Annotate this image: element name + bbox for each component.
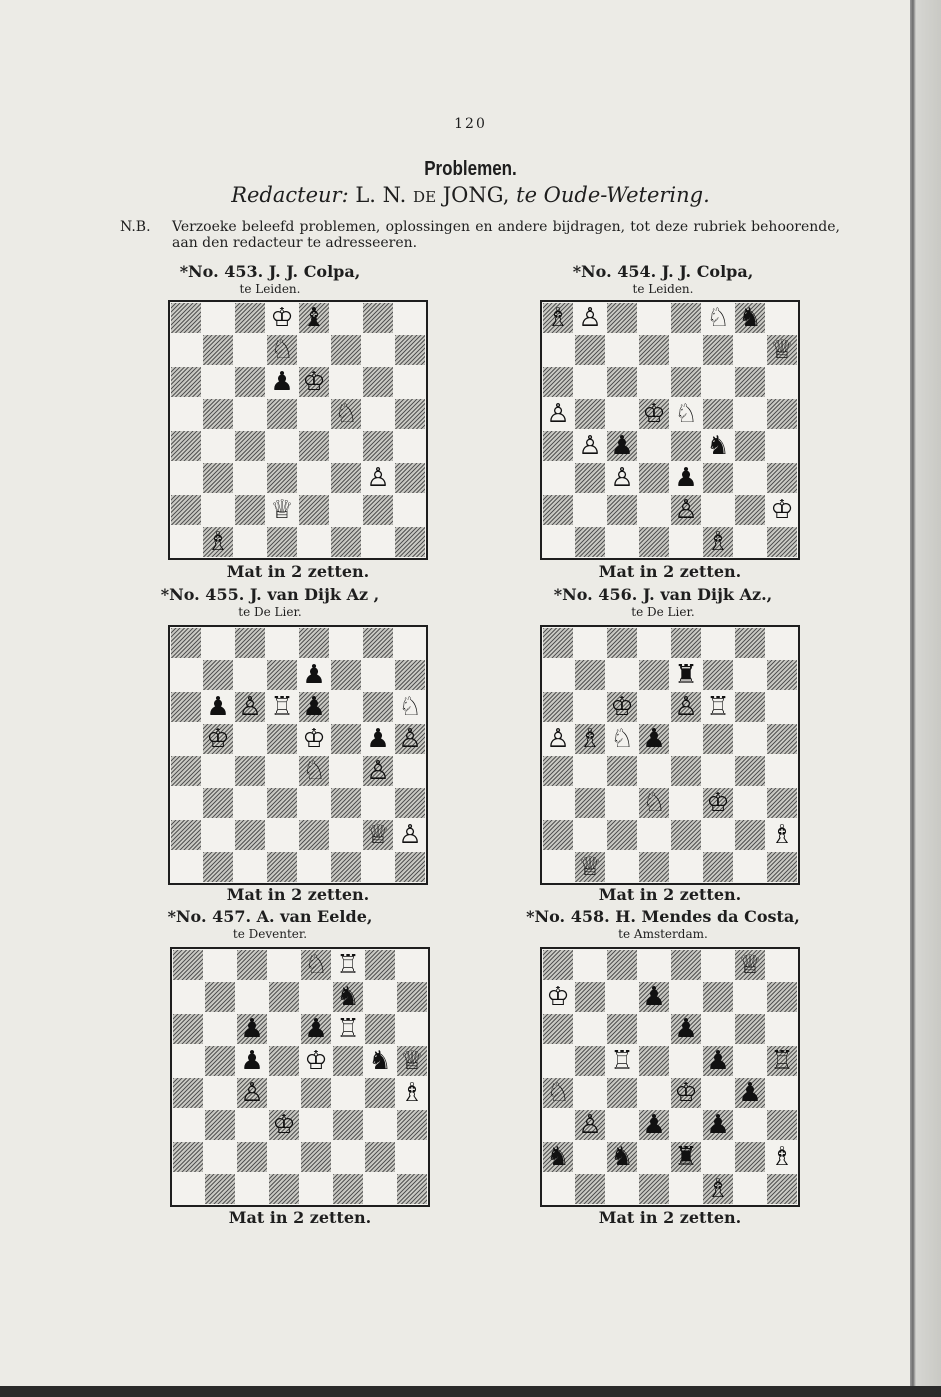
dark-square	[607, 756, 637, 786]
white-bishop-icon: ♗	[770, 1142, 794, 1172]
dark-square	[671, 303, 701, 333]
white-knight-icon: ♘	[302, 756, 326, 786]
black-pawn-icon: ♟	[738, 1078, 762, 1108]
dark-square	[205, 982, 235, 1012]
black-pawn-icon: ♟	[706, 1110, 730, 1140]
dark-square	[671, 628, 701, 658]
white-king-icon: ♔	[770, 495, 794, 525]
white-pawn-icon: ♙	[610, 463, 634, 493]
white-pawn-icon: ♙	[546, 399, 570, 429]
editor-line	[0, 183, 941, 207]
dark-square	[735, 495, 765, 525]
dark-square	[173, 1014, 203, 1044]
dark-square	[543, 1014, 573, 1044]
dark-square	[543, 628, 573, 658]
dark-square	[267, 724, 297, 754]
black-knight-icon: ♞	[336, 982, 360, 1012]
dark-square	[543, 950, 573, 980]
dark-square	[607, 1078, 637, 1108]
dark-square	[735, 756, 765, 786]
dark-square	[607, 950, 637, 980]
white-king-icon: ♔	[706, 788, 730, 818]
black-knight-icon: ♞	[610, 1142, 634, 1172]
dark-square	[639, 852, 669, 882]
dark-square	[767, 1110, 797, 1140]
dark-square	[267, 527, 297, 557]
dark-square	[235, 628, 265, 658]
black-pawn-icon: ♟	[610, 431, 634, 461]
dark-square	[269, 1174, 299, 1204]
dark-square	[331, 724, 361, 754]
editor-de: de	[413, 183, 437, 207]
white-knight-icon: ♘	[270, 335, 294, 365]
dark-square	[203, 852, 233, 882]
problem-caption: Mat in 2 zetten.	[228, 1208, 372, 1227]
white-pawn-icon: ♙	[578, 431, 602, 461]
white-rook-icon: ♖	[770, 1046, 794, 1076]
dark-square	[767, 463, 797, 493]
white-king-icon: ♔	[610, 692, 634, 722]
dark-square	[767, 399, 797, 429]
dark-square	[205, 1110, 235, 1140]
white-knight-icon: ♘	[610, 724, 634, 754]
white-queen-icon: ♕	[578, 852, 602, 882]
white-knight-icon: ♘	[674, 399, 698, 429]
dark-square	[767, 788, 797, 818]
black-pawn-icon: ♟	[304, 1014, 328, 1044]
dark-square	[235, 756, 265, 786]
dark-square	[237, 950, 267, 980]
white-king-icon: ♔	[674, 1078, 698, 1108]
dark-square	[171, 367, 201, 397]
black-bishop-icon: ♝	[302, 303, 326, 333]
white-king-icon: ♔	[206, 724, 230, 754]
white-pawn-icon: ♙	[578, 1110, 602, 1140]
problem-place: te Leiden.	[239, 282, 301, 296]
dark-square	[331, 660, 361, 690]
dark-square	[331, 527, 361, 557]
dark-square	[395, 335, 425, 365]
white-pawn-icon: ♙	[398, 820, 422, 850]
dark-square	[575, 463, 605, 493]
dark-square	[607, 1014, 637, 1044]
dark-square	[575, 399, 605, 429]
scan-bottom-border	[0, 1386, 941, 1397]
dark-square	[543, 367, 573, 397]
white-rook-icon: ♖	[336, 950, 360, 980]
dark-square	[365, 1078, 395, 1108]
dark-square	[363, 303, 393, 333]
dark-square	[607, 303, 637, 333]
problem-heading-453	[100, 262, 440, 296]
black-pawn-icon: ♟	[674, 463, 698, 493]
dark-square	[397, 1174, 427, 1204]
black-pawn-icon: ♟	[706, 1046, 730, 1076]
dark-square	[395, 788, 425, 818]
white-rook-icon: ♖	[270, 692, 294, 722]
white-king-icon: ♔	[270, 303, 294, 333]
white-pawn-icon: ♙	[674, 692, 698, 722]
white-pawn-icon: ♙	[238, 692, 262, 722]
dark-square	[735, 692, 765, 722]
black-pawn-icon: ♟	[642, 1110, 666, 1140]
dark-square	[301, 1078, 331, 1108]
problem-place: te De Lier.	[238, 605, 302, 619]
dark-square	[543, 495, 573, 525]
chess-board-454	[540, 300, 800, 560]
white-king-icon: ♔	[304, 1046, 328, 1076]
black-pawn-icon: ♟	[270, 367, 294, 397]
dark-square	[267, 852, 297, 882]
white-knight-icon: ♘	[706, 303, 730, 333]
dark-square	[173, 1142, 203, 1172]
dark-square	[299, 431, 329, 461]
white-bishop-icon: ♗	[578, 724, 602, 754]
black-pawn-icon: ♟	[674, 1014, 698, 1044]
chess-board-456	[540, 625, 800, 885]
dark-square	[735, 820, 765, 850]
note-label: N.B.	[120, 219, 151, 235]
black-pawn-icon: ♟	[642, 982, 666, 1012]
dark-square	[735, 367, 765, 397]
white-bishop-icon: ♗	[706, 1174, 730, 1204]
dark-square	[543, 431, 573, 461]
problem-title: *No. 458. H. Mendes da Costa,	[526, 907, 800, 926]
chess-board-457	[170, 947, 430, 1207]
dark-square	[299, 628, 329, 658]
problem-place: te Deventer.	[232, 927, 308, 941]
white-queen-icon: ♕	[738, 950, 762, 980]
dark-square	[171, 495, 201, 525]
editor-location: te Oude-Wetering.	[516, 183, 710, 207]
dark-square	[575, 335, 605, 365]
dark-square	[767, 1174, 797, 1204]
problem-place: te De Lier.	[631, 605, 695, 619]
white-king-icon: ♔	[642, 399, 666, 429]
white-pawn-icon: ♙	[578, 303, 602, 333]
white-pawn-icon: ♙	[674, 495, 698, 525]
dark-square	[671, 756, 701, 786]
white-pawn-icon: ♙	[546, 724, 570, 754]
dark-square	[767, 724, 797, 754]
dark-square	[203, 463, 233, 493]
chess-board-453	[168, 300, 428, 560]
black-knight-icon: ♞	[546, 1142, 570, 1172]
dark-square	[203, 399, 233, 429]
dark-square	[331, 463, 361, 493]
dark-square	[363, 431, 393, 461]
dark-square	[171, 628, 201, 658]
dark-square	[365, 1142, 395, 1172]
dark-square	[767, 660, 797, 690]
dark-square	[363, 628, 393, 658]
dark-square	[575, 1046, 605, 1076]
dark-square	[735, 1142, 765, 1172]
dark-square	[205, 1046, 235, 1076]
white-pawn-icon: ♙	[366, 463, 390, 493]
dark-square	[333, 1046, 363, 1076]
white-bishop-icon: ♗	[770, 820, 794, 850]
dark-square	[607, 820, 637, 850]
white-king-icon: ♔	[302, 367, 326, 397]
dark-square	[639, 660, 669, 690]
problem-caption: Mat in 2 zetten.	[226, 885, 370, 904]
dark-square	[575, 527, 605, 557]
dark-square	[171, 820, 201, 850]
dark-square	[607, 367, 637, 397]
black-knight-icon: ♞	[706, 431, 730, 461]
problem-heading-455	[100, 585, 440, 619]
dark-square	[703, 335, 733, 365]
white-knight-icon: ♘	[546, 1078, 570, 1108]
problem-caption: Mat in 2 zetten.	[598, 1208, 742, 1227]
black-pawn-icon: ♟	[642, 724, 666, 754]
dark-square	[671, 367, 701, 397]
dark-square	[671, 950, 701, 980]
dark-square	[703, 724, 733, 754]
problem-caption: Mat in 2 zetten.	[598, 885, 742, 904]
problem-heading-454	[493, 262, 833, 296]
section-title: Problemen.	[424, 158, 517, 180]
black-rook-icon: ♜	[674, 660, 698, 690]
white-knight-icon: ♘	[334, 399, 358, 429]
dark-square	[671, 820, 701, 850]
problem-heading-457	[100, 907, 440, 941]
dark-square	[269, 982, 299, 1012]
dark-square	[363, 692, 393, 722]
dark-square	[395, 399, 425, 429]
black-pawn-icon: ♟	[302, 660, 326, 690]
editor-initials: L. N.	[355, 183, 407, 207]
black-pawn-icon: ♟	[240, 1046, 264, 1076]
problem-title: *No. 456. J. van Dijk Az.,	[553, 585, 773, 604]
problem-title: *No. 454. J. J. Colpa,	[572, 262, 754, 281]
white-king-icon: ♔	[272, 1110, 296, 1140]
black-pawn-icon: ♟	[206, 692, 230, 722]
black-rook-icon: ♜	[674, 1142, 698, 1172]
dark-square	[639, 463, 669, 493]
problem-place: te Leiden.	[632, 282, 694, 296]
dark-square	[575, 982, 605, 1012]
dark-square	[703, 660, 733, 690]
white-knight-icon: ♘	[642, 788, 666, 818]
white-rook-icon: ♖	[336, 1014, 360, 1044]
dark-square	[237, 1142, 267, 1172]
dark-square	[301, 1142, 331, 1172]
dark-square	[267, 399, 297, 429]
dark-square	[365, 950, 395, 980]
dark-square	[395, 463, 425, 493]
problem-caption: Mat in 2 zetten.	[226, 562, 370, 581]
dark-square	[267, 660, 297, 690]
dark-square	[267, 463, 297, 493]
dark-square	[363, 495, 393, 525]
problem-title: *No. 457. A. van Eelde,	[167, 907, 373, 926]
dark-square	[607, 628, 637, 658]
dark-square	[363, 367, 393, 397]
dark-square	[331, 788, 361, 818]
white-pawn-icon: ♙	[398, 724, 422, 754]
note-text: Verzoeke beleefd problemen, oplossingen en andere bijdragen, tot deze rubriek behoorende, aan den redacteur te adresseeren.	[172, 219, 840, 251]
dark-square	[235, 367, 265, 397]
dark-square	[397, 1110, 427, 1140]
dark-square	[767, 852, 797, 882]
white-knight-icon: ♘	[304, 950, 328, 980]
page-edge	[910, 0, 941, 1397]
dark-square	[235, 820, 265, 850]
dark-square	[703, 399, 733, 429]
dark-square	[171, 692, 201, 722]
dark-square	[767, 982, 797, 1012]
dark-square	[171, 303, 201, 333]
white-queen-icon: ♕	[366, 820, 390, 850]
black-pawn-icon: ♟	[240, 1014, 264, 1044]
dark-square	[333, 1110, 363, 1140]
dark-square	[575, 788, 605, 818]
page-number: 120	[454, 116, 487, 132]
dark-square	[395, 852, 425, 882]
dark-square	[767, 527, 797, 557]
black-knight-icon: ♞	[368, 1046, 392, 1076]
white-rook-icon: ♖	[610, 1046, 634, 1076]
white-bishop-icon: ♗	[546, 303, 570, 333]
dark-square	[203, 660, 233, 690]
white-pawn-icon: ♙	[240, 1078, 264, 1108]
dark-square	[671, 431, 701, 461]
dark-square	[173, 950, 203, 980]
problem-heading-458	[493, 907, 833, 941]
white-king-icon: ♔	[302, 724, 326, 754]
dark-square	[235, 495, 265, 525]
dark-square	[331, 335, 361, 365]
dark-square	[543, 692, 573, 722]
white-pawn-icon: ♙	[366, 756, 390, 786]
editor-prefix: Redacteur:	[231, 183, 349, 207]
dark-square	[735, 431, 765, 461]
white-queen-icon: ♕	[770, 335, 794, 365]
white-bishop-icon: ♗	[400, 1078, 424, 1108]
dark-square	[543, 756, 573, 786]
white-queen-icon: ♕	[270, 495, 294, 525]
problem-title: *No. 453. J. J. Colpa,	[179, 262, 361, 281]
dark-square	[639, 527, 669, 557]
dark-square	[171, 431, 201, 461]
dark-square	[299, 495, 329, 525]
dark-square	[173, 1078, 203, 1108]
dark-square	[397, 982, 427, 1012]
white-bishop-icon: ♗	[706, 527, 730, 557]
dark-square	[575, 660, 605, 690]
dark-square	[607, 495, 637, 525]
dark-square	[235, 431, 265, 461]
dark-square	[639, 1174, 669, 1204]
dark-square	[735, 628, 765, 658]
dark-square	[171, 756, 201, 786]
problem-place: te Amsterdam.	[618, 927, 708, 941]
dark-square	[575, 1174, 605, 1204]
dark-square	[205, 1174, 235, 1204]
dark-square	[267, 788, 297, 818]
problem-caption: Mat in 2 zetten.	[598, 562, 742, 581]
dark-square	[299, 820, 329, 850]
chess-board-455	[168, 625, 428, 885]
chess-board-458	[540, 947, 800, 1207]
black-pawn-icon: ♟	[366, 724, 390, 754]
dark-square	[269, 1046, 299, 1076]
dark-square	[703, 982, 733, 1012]
dark-square	[235, 303, 265, 333]
problem-heading-456	[493, 585, 833, 619]
problem-title: *No. 455. J. van Dijk Az ,	[160, 585, 380, 604]
dark-square	[395, 660, 425, 690]
dark-square	[331, 852, 361, 882]
white-knight-icon: ♘	[398, 692, 422, 722]
dark-square	[333, 1174, 363, 1204]
dark-square	[543, 820, 573, 850]
editor-surname: JONG,	[442, 183, 510, 207]
dark-square	[639, 1046, 669, 1076]
dark-square	[365, 1014, 395, 1044]
white-rook-icon: ♖	[706, 692, 730, 722]
black-knight-icon: ♞	[738, 303, 762, 333]
dark-square	[203, 335, 233, 365]
white-king-icon: ♔	[546, 982, 570, 1012]
white-bishop-icon: ♗	[206, 527, 230, 557]
dark-square	[395, 527, 425, 557]
black-pawn-icon: ♟	[302, 692, 326, 722]
dark-square	[639, 335, 669, 365]
white-queen-icon: ♕	[400, 1046, 424, 1076]
dark-square	[703, 463, 733, 493]
dark-square	[735, 1014, 765, 1044]
dark-square	[203, 788, 233, 818]
dark-square	[703, 852, 733, 882]
